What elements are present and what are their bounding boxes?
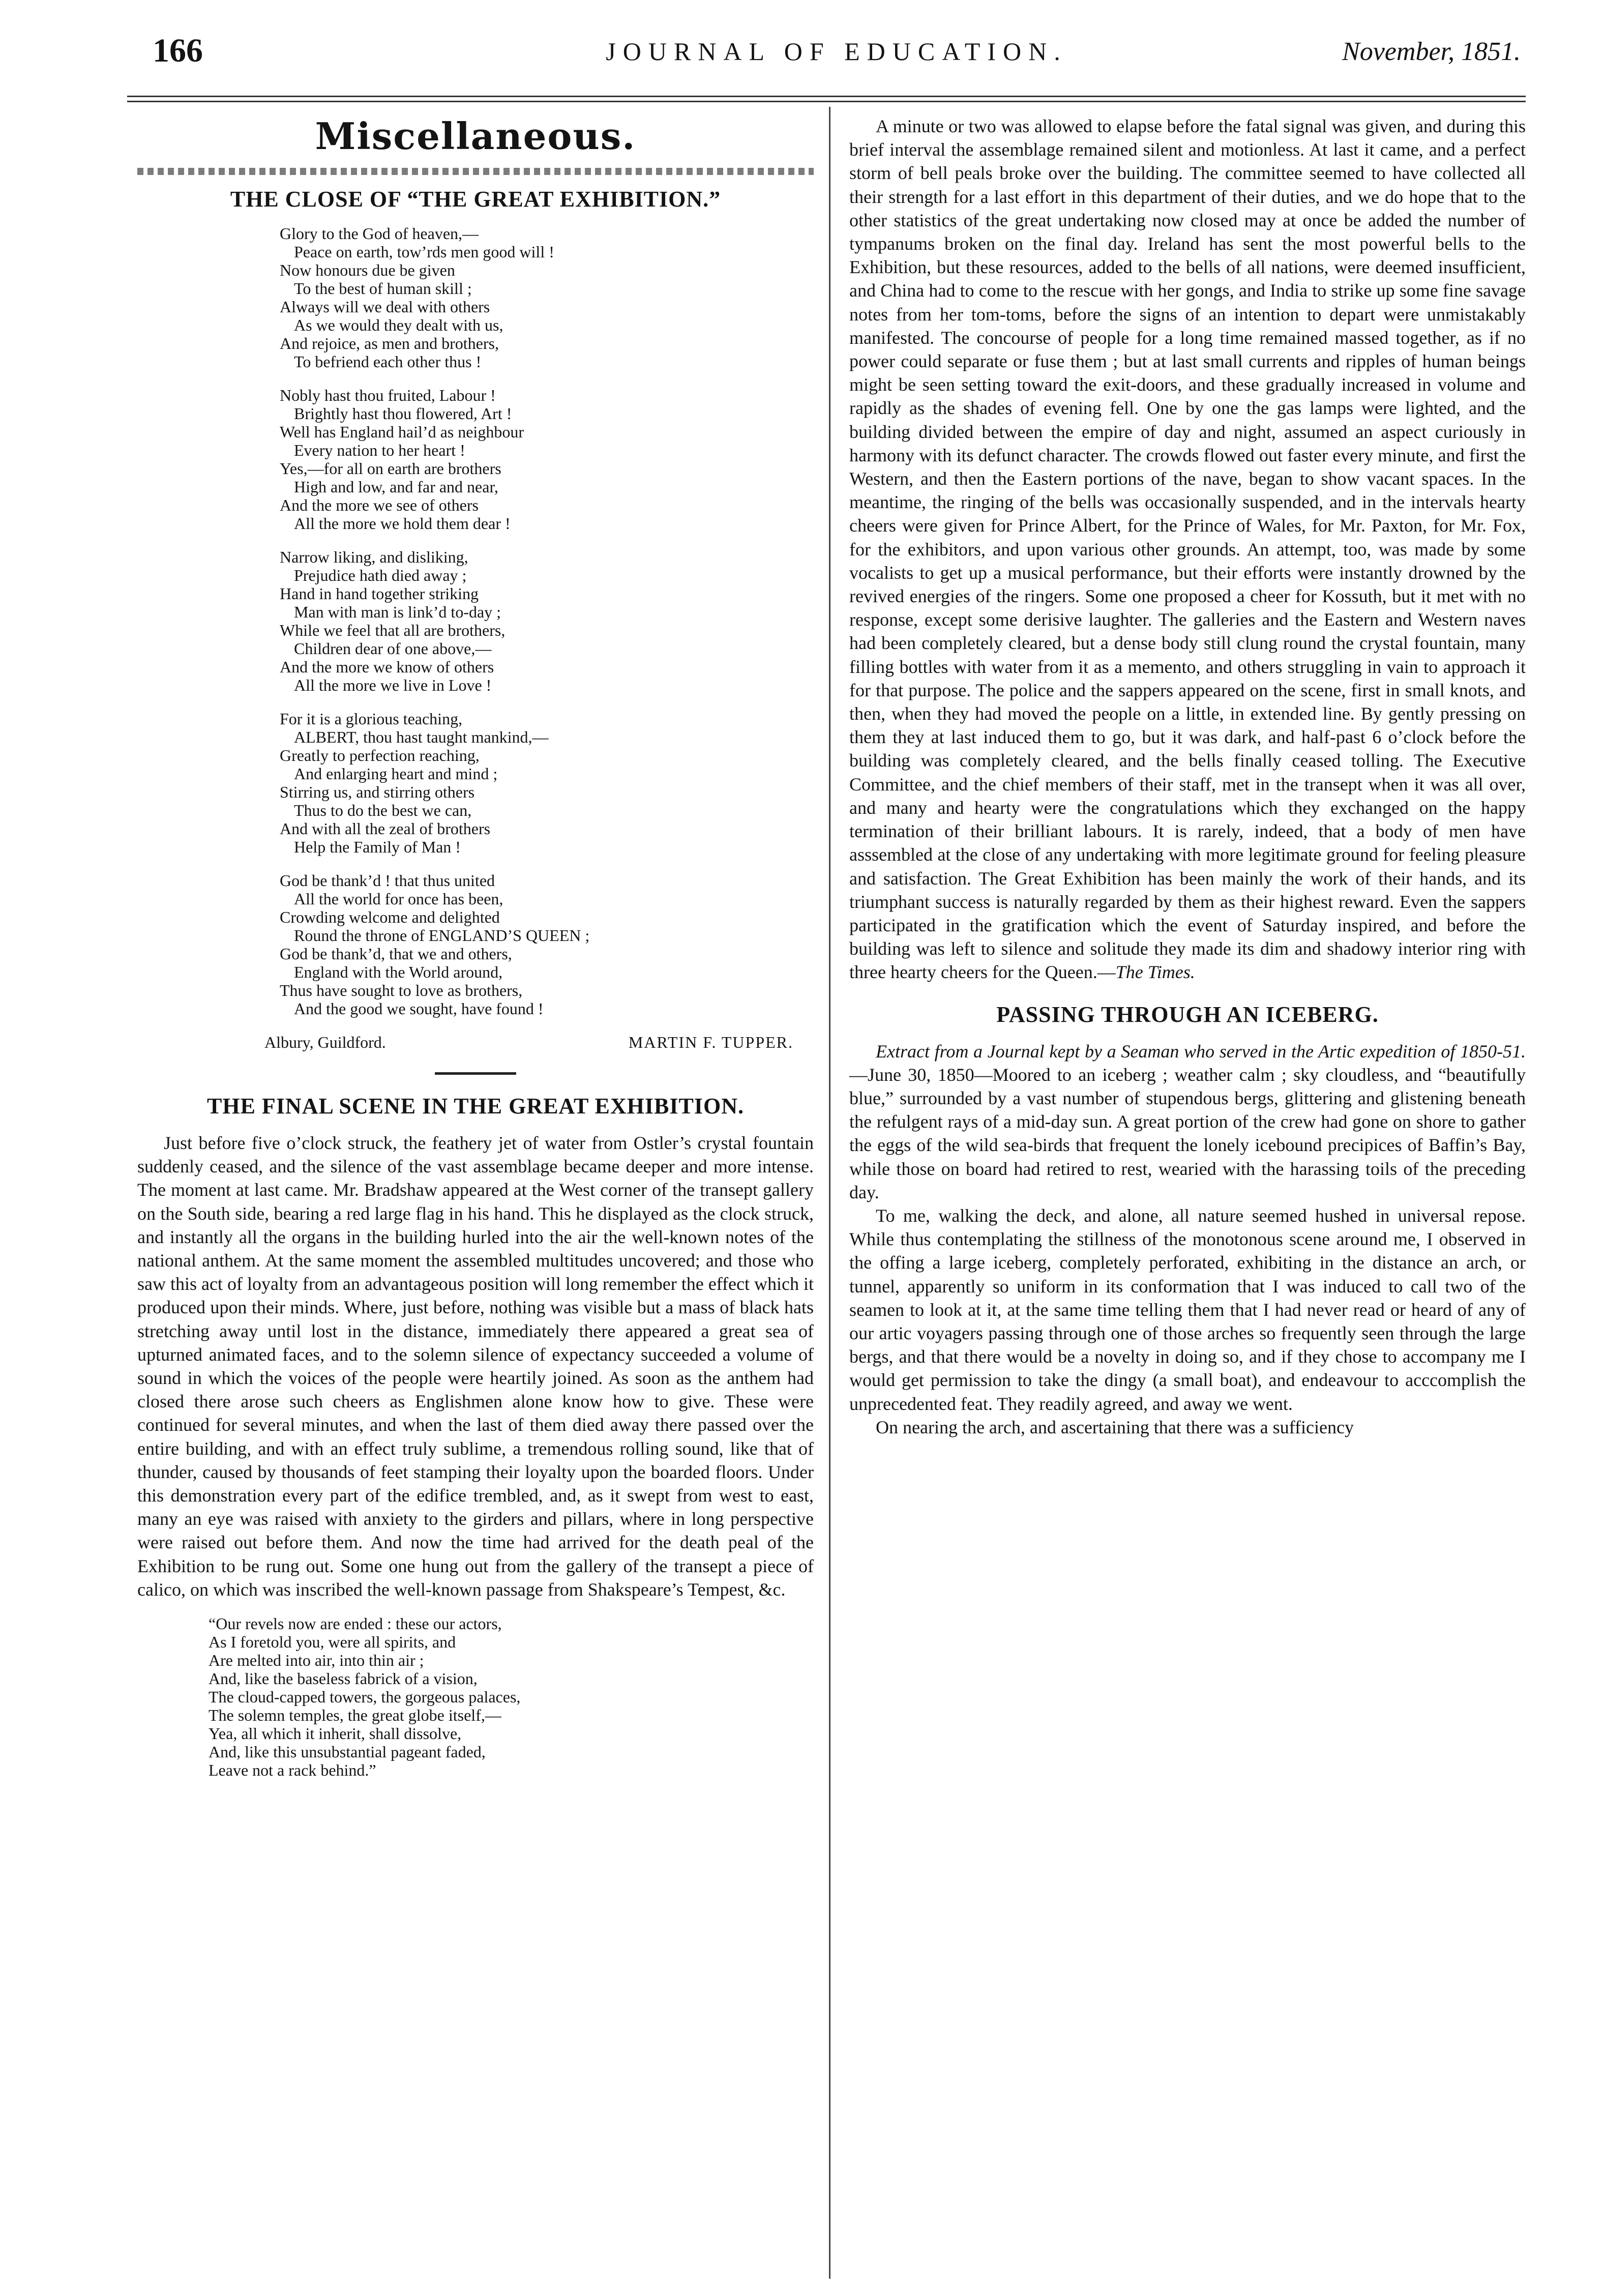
poem-line: Brightly hast thou flowered, Art ! <box>294 404 512 423</box>
poem-line: And enlarging heart and mind ; <box>294 764 498 783</box>
poem-line: And the more we know of others <box>280 658 494 676</box>
iceberg-paragraph-1 <box>849 1040 1526 1204</box>
header-rule-top <box>127 96 1526 97</box>
right-column <box>849 114 1526 1439</box>
poem-stanza <box>280 386 814 533</box>
quote-line: The solemn temples, the great globe itself,— <box>209 1706 501 1725</box>
poem-line: Nobly hast thou fruited, Labour ! <box>280 386 496 404</box>
quote-line: Yea, all which it inherit, shall dissolve, <box>209 1724 462 1743</box>
poem-line: Thus have sought to love as brothers, <box>280 981 523 999</box>
shakespeare-quote <box>209 1614 814 1779</box>
poem-line: Well has England hail’d as neighbour <box>280 423 524 441</box>
page-number: 166 <box>153 32 203 69</box>
poem-line: And rejoice, as men and brothers, <box>280 334 499 352</box>
article-title-iceberg: PASSING THROUGH AN ICEBERG. <box>996 1002 1379 1027</box>
quote-line: And, like this unsubstantial pageant faded, <box>209 1743 486 1761</box>
column-divider <box>829 107 830 2279</box>
poem-line: Greatly to perfection reaching, <box>280 746 480 764</box>
poem-stanza <box>280 224 814 371</box>
ornamental-rule <box>137 168 814 175</box>
continuation-text: A minute or two was allowed to elapse before the fatal signal was given, and during this brief interval the assemblage remained silent and motionless. At last it came, and a perfect storm of bell peals broke over the building. The committee seemed to have collected all their strength for a last effort in this department of their duties, and we do hope that to the other statistics of the great undertaking now closed may at once be added the number of tympanums broken on the final day. Ireland has sent the most powerful bells to the Exhibition, but these resources, added to the bells of all nations, were deemed insufficient, and China had to come to the rescue with her gongs, and India to strike up some fine savage notes from her tom-toms, before the signs of an intention to depart were unmistakably manifested. The concourse of people for a long time remained massed together, as if no power could separate or fuse them ; but at last small currents and ripples of human beings might be seen setting toward the exit-doors, and these gradually increased in volume and rapidly as the shades of evening fell. One by one the gas lamps were lighted, and the building divided between the empire of day and night, assumed an aspect curiously in harmony with its defunct character. The crowds flowed out faster every minute, and first the Western, and then the Eastern portions of the nave, began to show vacant spaces. In the meantime, the ringing of the bells was occasionally suspended, and in the intervals hearty cheers were given for Prince Albert, for the Prince of Wales, for Mr. Paxton, for Mr. Fox, for the exhibitors, and upon various other grounds. An attempt, too, was made by some vocalists to get up a musical performance, but their efforts were instantly drowned by the revived energies of the ringers. Some one proposed a cheer for Kossuth, but it met with no response, except some derisive laughter. The galleries and the Eastern and Western naves had been completely cleared, but a dense body still clung round the crystal fountain, many filling bottles with water from it as a memento, and others struggling in vain to approach it for that purpose. The police and the sappers appeared on the scene, first in small knots, and then, when they had moved the people on a little, in extended line. By gently pressing on them they at last induced them to go, but it was dark, and half-past 6 o’clock before the building was completely cleared, and the bells finally ceased tolling. The Executive Committee, and the chief members of their staff, met in the transept when it was all over, and many and hearty were the congratulations which they exchanged on the happy termination of their brilliant labours. It is rarely, indeed, that a body of men have asssembled at the close of any undertaking with more legitimate ground for feeling pleasure and satisfaction. The Great Exhibition has been mainly the work of their hands, and its triumphant success is naturally regarded by them as their highest reward. Even the sappers participated in the gratification which the event of Saturday inspired, and before the building was left to silence and solitude they made its dim and shadowy interior ring with three hearty cheers for the Queen.— <box>849 116 1526 983</box>
poem-line: Children dear of one above,— <box>294 639 492 658</box>
poem-line: All the more we live in Love ! <box>294 676 492 694</box>
poem-line: All the world for once has been, <box>294 890 503 908</box>
iceberg-paragraph-1-text: —June 30, 1850—Moored to an iceberg ; weather calm ; sky cloudless, and “beautifully blue,” surrounded by a vast number of stupendous bergs, glittering and glistening beneath the refulgent rays of a mid-day sun. A great portion of the crew had gone on shore to gather the eggs of the wild sea-birds that frequent the lonely icebound precipices of Baffin’s Bay, while those on board had retired to rest, wearied with the harassing toils of the preceding day. <box>849 1064 1526 1202</box>
quote-line: And, like the baseless fabrick of a vision, <box>209 1669 478 1688</box>
quote-line: Leave not a rack behind.” <box>209 1761 376 1780</box>
running-head <box>153 32 1521 93</box>
section-heading: Miscellaneous. <box>315 114 636 158</box>
poem-line: Now honours due be given <box>280 261 455 279</box>
iceberg-paragraph-3: On nearing the arch, and ascertaining that there was a sufficiency <box>876 1417 1354 1437</box>
quote-line: Are melted into air, into thin air ; <box>209 1651 424 1670</box>
poem-line: Round the throne of ENGLAND’S QUEEN ; <box>294 926 590 945</box>
poem <box>280 224 814 1018</box>
poem-line: High and low, and far and near, <box>294 478 498 496</box>
quote-line: “Our revels now are ended : these our actors, <box>209 1614 502 1633</box>
poem-line: Peace on earth, tow’rds men good will ! <box>294 243 554 261</box>
poem-line: As we would they dealt with us, <box>294 316 503 334</box>
poem-line: Crowding welcome and delighted <box>280 908 500 926</box>
journal-title: JOURNAL OF EDUCATION. <box>606 37 1067 66</box>
poem-line: Man with man is link’d to-day ; <box>294 603 501 621</box>
final-scene-continuation <box>849 114 1526 984</box>
poem-stanza <box>280 710 814 856</box>
header-rule-bottom <box>127 101 1526 102</box>
poem-line: Stirring us, and stirring others <box>280 783 475 801</box>
poem-title: THE CLOSE OF “THE GREAT EXHIBITION.” <box>230 187 721 212</box>
poem-line: Yes,—for all on earth are brothers <box>280 459 501 478</box>
poem-line: Help the Family of Man ! <box>294 838 461 856</box>
poem-line: Always will we deal with others <box>280 298 490 316</box>
poem-line: God be thank’d ! that thus united <box>280 871 495 890</box>
poem-line: All the more we hold them dear ! <box>294 514 511 533</box>
poem-line: Prejudice hath died away ; <box>294 566 467 584</box>
poem-line: Glory to the God of heaven,— <box>280 224 479 243</box>
poem-author: MARTIN F. TUPPER. <box>628 1033 793 1051</box>
poem-line: Every nation to her heart ! <box>294 441 465 459</box>
poem-line: To befriend each other thus ! <box>294 352 482 371</box>
poem-line: Narrow liking, and disliking, <box>280 548 468 566</box>
poem-line: England with the World around, <box>294 963 503 981</box>
extract-lead: Extract from a Journal kept by a Seaman who served in the Artic expedition of 1850-51. <box>876 1041 1526 1062</box>
poem-line: And the good we sought, have found ! <box>294 999 544 1018</box>
poem-line: And with all the zeal of brothers <box>280 819 491 838</box>
article-source: The Times. <box>1115 962 1195 983</box>
poem-line: While we feel that all are brothers, <box>280 621 506 639</box>
poem-line: ALBERT, thou hast taught mankind,— <box>294 728 549 746</box>
final-scene-paragraph: Just before five o’clock struck, the feathery jet of water from Ostler’s crystal fountain suddenly ceased, and the silence of the vast assemblage became deeper and more intense. The moment at last came. Mr. Bradshaw appeared at the West corner of the transept gallery on the South side, bearing a red large flag in his hand. This he displayed as the clock struck, and instantly all the organs in the building hurled into the air the well-known notes of the national anthem. At the same moment the assembled multitudes uncovered; and those who saw this act of loyalty from an advantageous position will long remember the effect which it produced upon their minds. Where, just before, nothing was visible but a mass of black hats stretching away until lost in the distance, immediately there appeared a great sea of upturned animated faces, and to the solemn silence of expectancy succeeded a volume of sound in which the voices of the people were heartily joined. As soon as the anthem had closed there arose such cheers as Englishmen alone know how to give. These were continued for several minutes, and when the last of them died away there passed over the entire building, and with an effect truly sublime, a tremendous rolling sound, like that of thunder, caused by thousands of feet stamping their loyalty upon the boarded floors. Under this demonstration every part of the edifice trembled, and, as it swept from west to east, many an eye was raised with anxiety to the girders and pillars, where in long perspective were raised out before them. And now the time had arrived for the death peal of the Exhibition to be rung out. Some one hung out from the gallery of the transept a piece of calico, on which was inscribed the well-known passage from Shakspeare’s Tempest, &c. <box>137 1133 814 1600</box>
article-title-final-scene: THE FINAL SCENE IN THE GREAT EXHIBITION. <box>207 1094 744 1118</box>
poem-place: Albury, Guildford. <box>264 1033 386 1051</box>
section-divider <box>435 1072 516 1075</box>
left-column <box>137 114 814 1779</box>
quote-line: As I foretold you, were all spirits, and <box>209 1633 456 1652</box>
quote-line: The cloud-capped towers, the gorgeous palaces, <box>209 1688 521 1706</box>
poem-line: Hand in hand together striking <box>280 584 479 603</box>
poem-stanza <box>280 871 814 1018</box>
poem-stanza <box>280 548 814 694</box>
poem-signature <box>264 1033 793 1052</box>
poem-line: And the more we see of others <box>280 496 479 514</box>
poem-line: For it is a glorious teaching, <box>280 710 463 728</box>
poem-line: God be thank’d, that we and others, <box>280 945 512 963</box>
poem-line: To the best of human skill ; <box>294 279 472 298</box>
poem-line: Thus to do the best we can, <box>294 801 472 819</box>
iceberg-paragraph-2: To me, walking the deck, and alone, all nature seemed hushed in universal repose. While thus contemplating the stillness of the monotonous scene around me, I observed in the offing a large iceberg, completely perforated, exhibiting in the distance an arch, or tunnel, apparently so uniform in its conformation that I was induced to call two of the seamen to look at it, at the same time telling them that I had never read or heard of any of our artic voyagers passing through one of those arches so frequently seen through the large bergs, and that there would be a novelty in doing so, and if they chose to accompany me I would get permission to take the dingy (a small boat), and endeavour to acccomplish the unprecedented feat. They readily agreed, and away we went. <box>849 1205 1526 1414</box>
issue-date: November, 1851. <box>1342 37 1521 66</box>
